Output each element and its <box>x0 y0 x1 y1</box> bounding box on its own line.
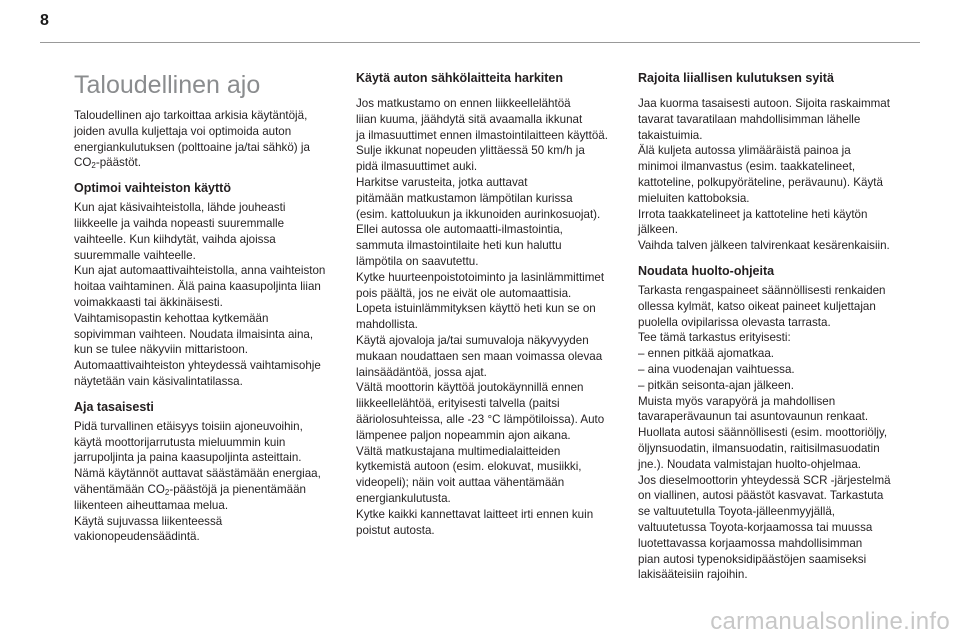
intro-text: Taloudellinen ajo tarkoittaa arkisia käytäntöjä, joiden avulla kuljettaja voi optimoida auton energiankulutuksen (polttoaine ja/tai sähkö) ja CO <box>74 109 310 170</box>
limit-consumption-paragraph: Jaa kuorma tasaisesti autoon. Sijoita raskaimmat tavarat tavaratilaan mahdollisimman lähelle takaistuimia. Älä kuljeta autossa ylimääräistä painoa ja minimoi ilmanvastus (esim. taakkatelineet, kattoteline, polkupyöräteline, perävaunu). Käytä mieluiten kattoboksia. Irrota taakkatelineet ja kattoteline heti käytön jälkeen. Vaihda talven jälkeen talvirenkaat kesärenkaisiin. <box>638 97 890 253</box>
electrical-paragraph: Jos matkustamo on ennen liikkeellelähtöä liian kuuma, jäähdytä sitä avaamalla ikkunat ja ilmasuuttimet ennen ilmastointilaitteen käyttöä. Sulje ikkunat nopeuden ylittäessä 50 km/h ja pidä ilmasuuttimet auki. Harkitse varusteita, jotka auttavat pitämään matkustamon lämpötilan kurissa (esim. kattoluukun ja ikkunoiden aurinkosuojat). Ellei autossa ole automaatti-ilmastointia, sammuta ilmastointilaite heti kun haluttu lämpötila on saavutettu. Kytke huurteenpoistotoiminto ja lasinlämmittimet pois päältä, jos ne eivät ole automaattisia. Lopeta istuinlämmityksen käyttö heti kun se on mahdollista. Käytä ajovaloja ja/tai sumuvaloja näkyvyyden mukaan noudattaen sen maan voimassa olevaa lainsäädäntöä, jossa ajat. Vältä moottorin käyttöä joutokäynnillä ennen liikkeellelähtöä, erityisesti talvella (paitsi ääriolosuhteissa, alle -23 °C lämpötiloissa). Auto lämpenee paljon nopeammin ajon aikana. Vältä matkustajana multimedialaitteiden kytkemistä autoon (esim. elokuvat, musiikki, videopeli); näin voit auttaa vähentämään energiankulutusta. Kytke kaikki kannettavat laitteet irti ennen kuin poistut autosta. <box>356 97 608 537</box>
smooth-driving-paragraph <box>74 419 342 545</box>
maintenance-paragraph: Tarkasta rengaspaineet säännöllisesti renkaiden ollessa kylmät, katso oikeat paineet kuljettajan puolella ovipilarissa olevasta tarrasta. Tee tämä tarkastus erityisesti: – ennen pitkää ajomatkaa. – aina vuodenajan vaihtuessa. – pitkän seisonta-ajan jälkeen. Muista myös varapyörä ja mahdollisen tavaraperävaunun tai asuntovaunun renkaat. Huollata autosi säännöllisesti (esim. moottoriöljy, öljynsuodatin, ilmansuodatin, raitisilmasuodatin jne.). Noudata valmistajan huolto-ohjelmaa. Jos dieselmoottorin yhteydessä SCR -järjestelmä on viallinen, autosi päästöt kasvavat. Tarkastuta se valtuutetulla Toyota-jälleenmyyjällä, valtuutetussa Toyota-korjaamossa tai muussa luotettavassa korjaamossa mahdollisimman pian autosi typenoksidipäästöjen saamiseksi lakisääteisiin rajoihin. <box>638 283 891 582</box>
intro-text-end: -päästöt. <box>95 156 141 170</box>
column-middle <box>356 70 624 538</box>
intro-paragraph <box>74 108 342 171</box>
heading-drive-smoothly: Aja tasaisesti <box>74 399 154 414</box>
watermark: carmanualsonline.info <box>710 608 950 635</box>
heading-maintenance: Noudata huolto-ohjeita <box>638 263 775 278</box>
column-left <box>74 70 342 545</box>
smooth-text: Pidä turvallinen etäisyys toisiin ajoneuvoihin, käytä moottorijarrutusta mieluummin kuin jarrupoljinta ja paina kaasupoljinta asteittain. Nämä käytännöt auttavat säästämään energiaa, vähentämään CO <box>74 419 321 496</box>
heading-limit-consumption: Rajoita liiallisen kulutuksen syitä <box>638 71 834 85</box>
heading-electrical-equipment: Käytä auton sähkölaitteita harkiten <box>356 71 564 85</box>
heading-optimize-gearbox: Optimoi vaihteiston käyttö <box>74 181 231 196</box>
column-right <box>638 70 910 583</box>
co2-subscript: 2 <box>164 487 170 497</box>
page-title: Taloudellinen ajo <box>74 71 261 99</box>
page-number: 8 <box>40 12 49 29</box>
header-divider <box>40 42 920 43</box>
gearbox-paragraph: Kun ajat käsivaihteistolla, lähde jouheasti liikkeelle ja vaihda nopeasti suuremmalle vaihteelle. Kun kiihdytät, vaihda ajoissa suuremmalle vaihteelle. Kun ajat automaattivaihteistolla, anna vaihteiston hoitaa vaihtaminen. Älä paina kaasupoljinta liian voimakkaasti tai äkkinäisesti. Vaihtamisopastin kehottaa kytkemään sopivimman vaihteen. Noudata ilmaisinta aina, kun se tulee näkyviin mittaristoon. Automaattivaihteiston yhteydessä vaihtamisohje näytetään vain käsivalintatilassa. <box>74 201 326 388</box>
smooth-text-end: -päästöjä ja pienentämään liikenteen aiheuttamaa melua. Käytä sujuvassa liikenteessä vakionopeudensäädintä. <box>74 482 306 544</box>
co2-subscript: 2 <box>91 161 96 171</box>
